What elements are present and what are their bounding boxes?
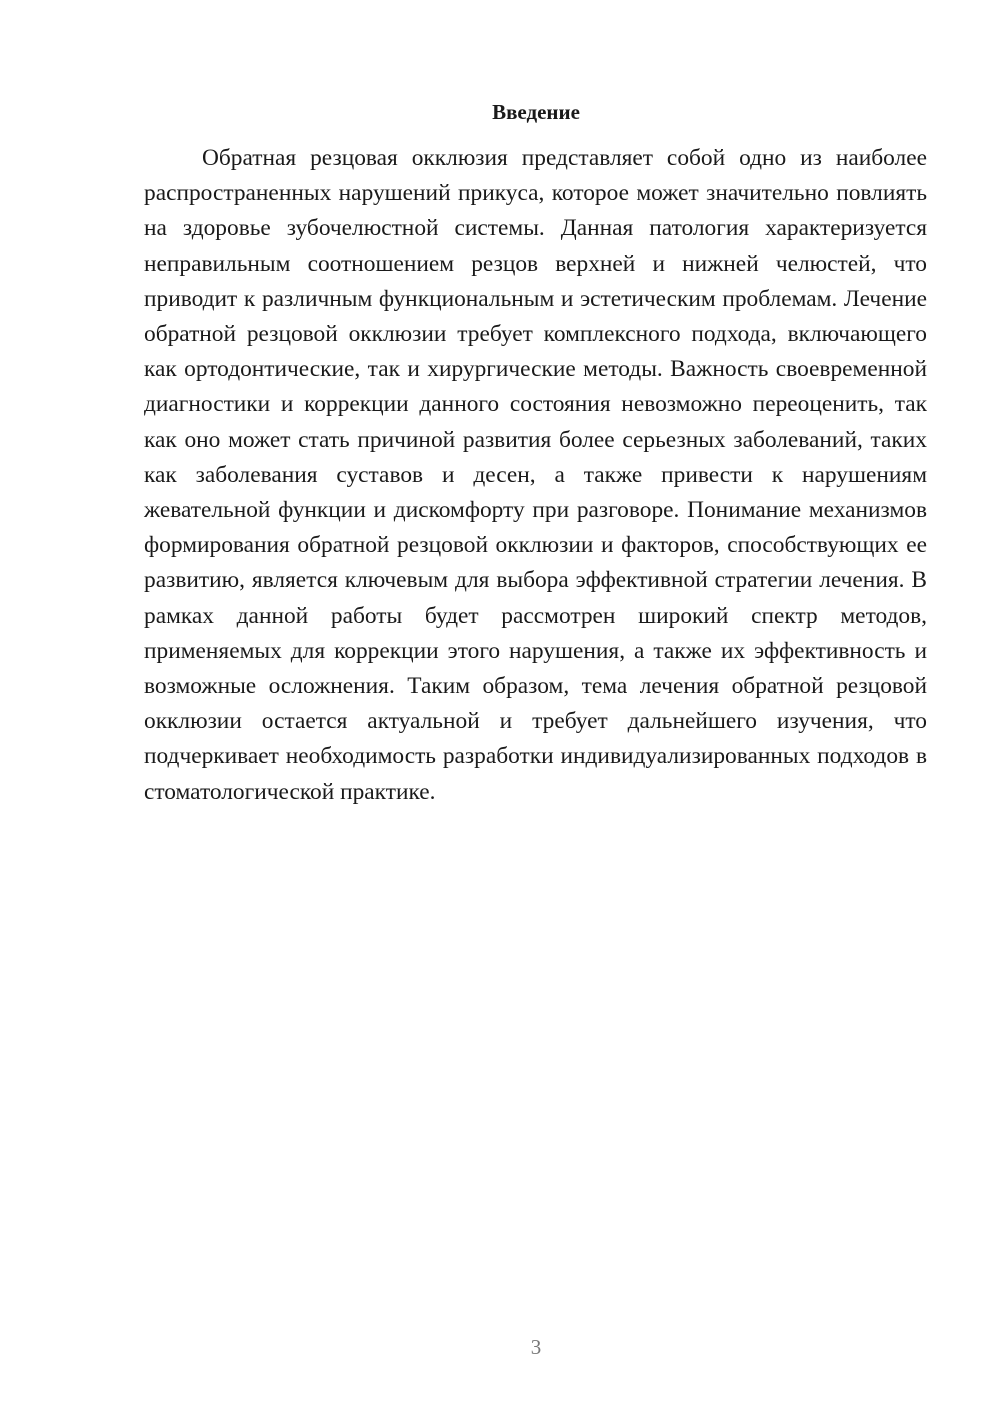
page-number: 3 bbox=[530, 1335, 542, 1359]
body-paragraph: Обратная резцовая окклюзия представляет собой одно из наиболее распространенных нарушений прикуса, которое может значительно повлиять на здоровье зубочелюстной системы. Данная патология характеризуется неправильным соотношением резцов верхней и нижней челюстей, что приводит к различным функциональным и эстетическим проблемам. Лечение обратной резцовой окклюзии требует комплексного подхода, включающего как ортодонтические, так и хирургические методы. Важность своевременной диагностики и коррекции данного состояния невозможно переоценить, так как оно может стать причиной развития более серьезных заболеваний, таких как заболевания суставов и десен, а также привести к нарушениям жевательной функции и дискомфорту при разговоре. Понимание механизмов формирования обратной резцовой окклюзии и факторов, способствующих ее развитию, является ключевым для выбора эффективной стратегии лечения. В рамках данной работы будет рассмотрен широкий спектр методов, применяемых для коррекции этого нарушения, а также их эффективность и возможные осложнения. Таким образом, тема лечения обратной резцовой окклюзии остается актуальной и требует дальнейшего изучения, что подчеркивает необходимость разработки индивидуализированных подходов в стоматологической практике. bbox=[144, 145, 927, 805]
section-title: Введение bbox=[492, 100, 580, 124]
